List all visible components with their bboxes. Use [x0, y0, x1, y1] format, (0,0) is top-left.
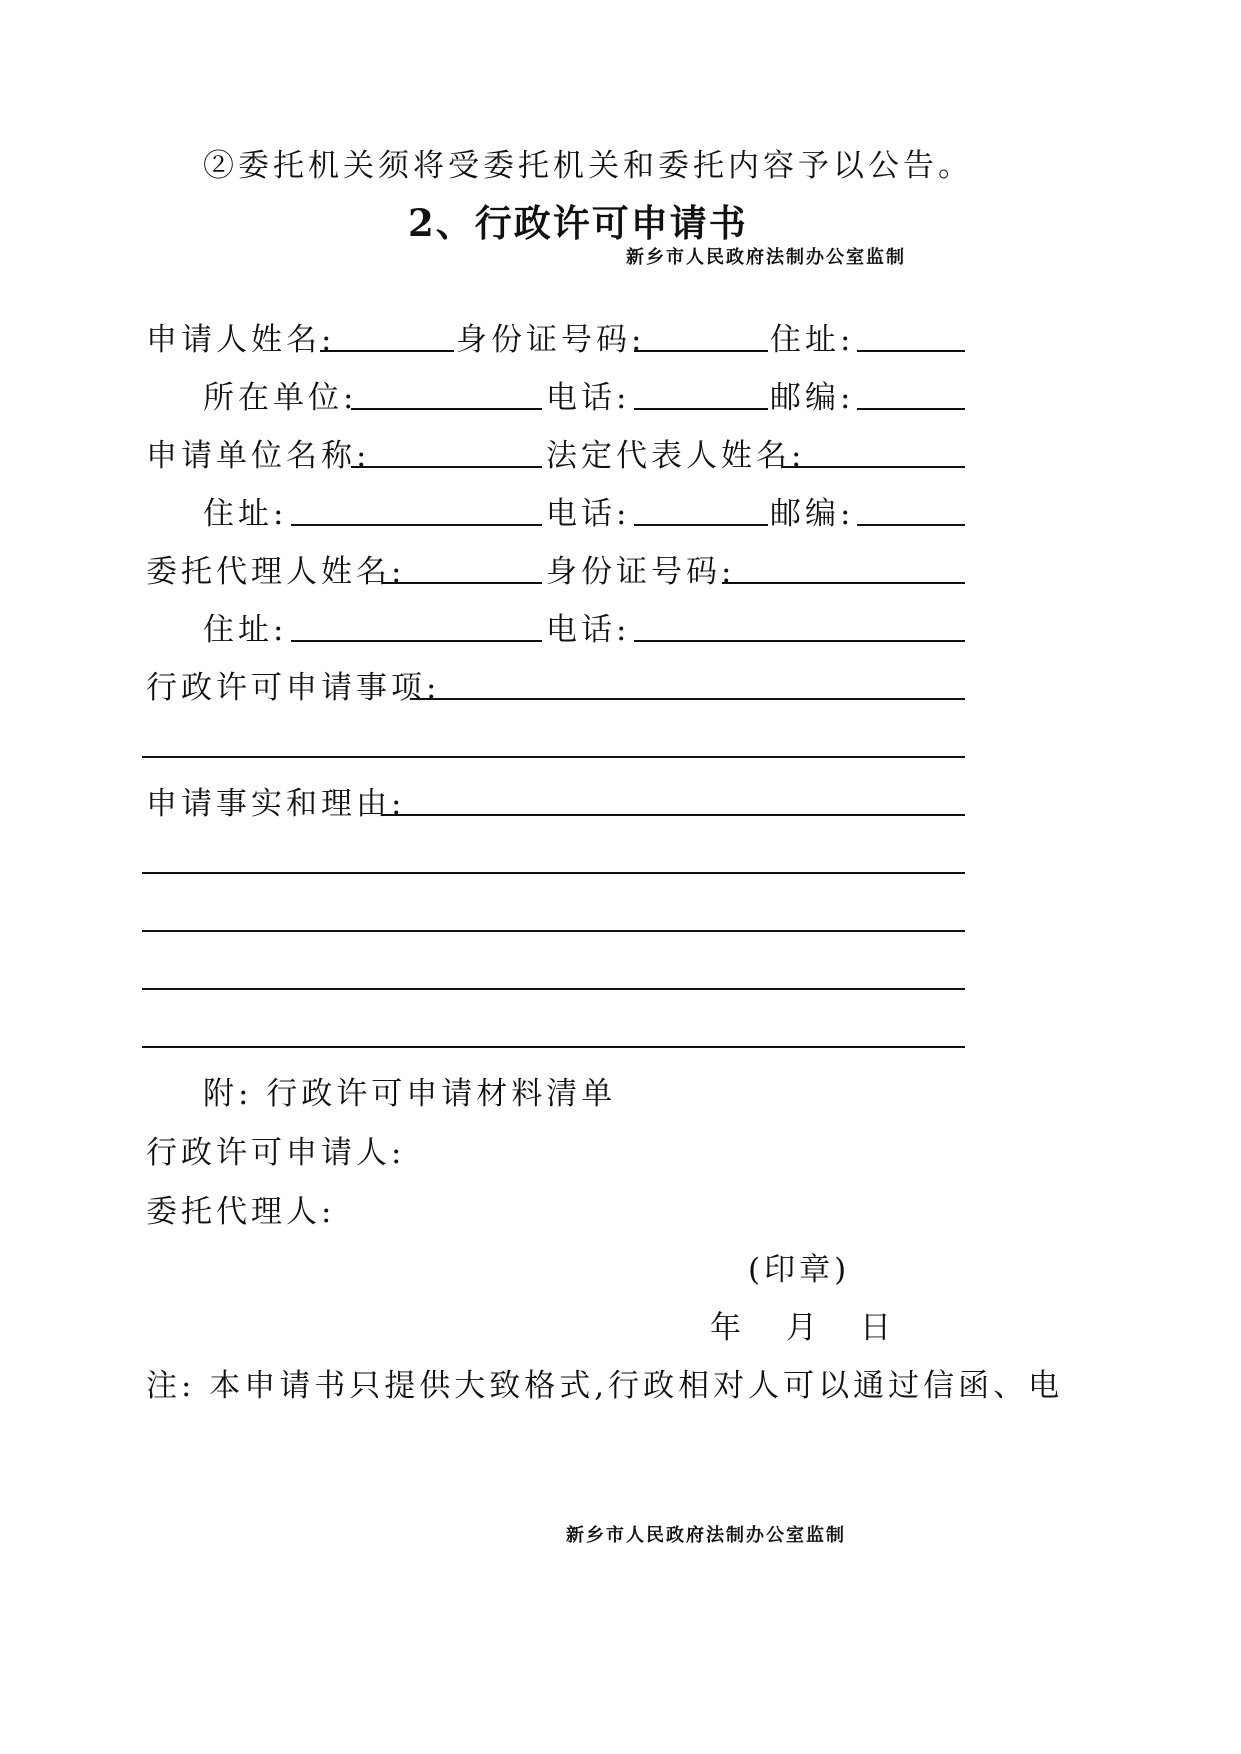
facts-reasons-label: 申请事实和理由: — [146, 786, 406, 822]
supervisor-label: 新乡市人民政府法制办公室监制 — [626, 247, 906, 268]
org-phone-label: 电话: — [546, 496, 631, 532]
applicant-postcode-label: 邮编: — [770, 380, 855, 416]
org-phone-field[interactable] — [634, 524, 768, 526]
applicant-address-field[interactable] — [857, 350, 965, 352]
org-address-field[interactable] — [291, 524, 542, 526]
intro-line: ②委托机关须将受委托机关和委托内容予以公告。 — [203, 148, 973, 184]
org-name-label: 申请单位名称: — [146, 438, 371, 474]
year-label: 年 — [710, 1310, 745, 1346]
license-matter-field-line-2[interactable] — [142, 756, 965, 758]
applicant-name-field[interactable] — [320, 350, 454, 352]
attachment-line: 附: 行政许可申请材料清单 — [203, 1076, 617, 1112]
facts-reasons-field-line-5[interactable] — [142, 1046, 965, 1048]
agent-phone-field[interactable] — [634, 640, 965, 642]
agent-signature-label: 委托代理人: — [146, 1194, 336, 1230]
facts-reasons-field-line-3[interactable] — [142, 930, 965, 932]
legal-rep-label: 法定代表人姓名: — [546, 438, 806, 474]
day-label: 日 — [860, 1310, 895, 1346]
footer-supervisor: 新乡市人民政府法制办公室监制 — [566, 1525, 846, 1546]
license-matter-field[interactable] — [410, 698, 965, 700]
applicant-id-label: 身份证号码: — [456, 322, 646, 358]
agent-id-label: 身份证号码: — [546, 554, 736, 590]
work-unit-field[interactable] — [351, 408, 542, 410]
applicant-signature-label: 行政许可申请人: — [146, 1135, 406, 1171]
document-title: 2、行政许可申请书 — [408, 201, 748, 245]
facts-reasons-field[interactable] — [382, 814, 965, 816]
org-address-label: 住址: — [203, 496, 288, 532]
note-line: 注: 本申请书只提供大致格式,行政相对人可以通过信函、电 — [146, 1368, 1064, 1404]
seal-label: (印章) — [748, 1252, 851, 1288]
facts-reasons-field-line-2[interactable] — [142, 872, 965, 874]
agent-phone-label: 电话: — [546, 612, 631, 648]
applicant-phone-field[interactable] — [634, 408, 768, 410]
agent-address-field[interactable] — [291, 640, 542, 642]
applicant-phone-label: 电话: — [546, 380, 631, 416]
agent-name-label: 委托代理人姓名: — [146, 554, 406, 590]
agent-name-field[interactable] — [382, 582, 542, 584]
applicant-postcode-field[interactable] — [857, 408, 965, 410]
org-postcode-field[interactable] — [857, 524, 965, 526]
legal-rep-field[interactable] — [782, 466, 965, 468]
work-unit-label: 所在单位: — [203, 380, 358, 416]
agent-id-field[interactable] — [722, 582, 965, 584]
agent-address-label: 住址: — [203, 612, 288, 648]
license-matter-label: 行政许可申请事项: — [146, 670, 441, 706]
month-label: 月 — [786, 1310, 821, 1346]
applicant-id-field[interactable] — [634, 350, 768, 352]
applicant-address-label: 住址: — [770, 322, 855, 358]
org-name-field[interactable] — [351, 466, 542, 468]
applicant-name-label: 申请人姓名: — [146, 322, 336, 358]
facts-reasons-field-line-4[interactable] — [142, 988, 965, 990]
org-postcode-label: 邮编: — [770, 496, 855, 532]
